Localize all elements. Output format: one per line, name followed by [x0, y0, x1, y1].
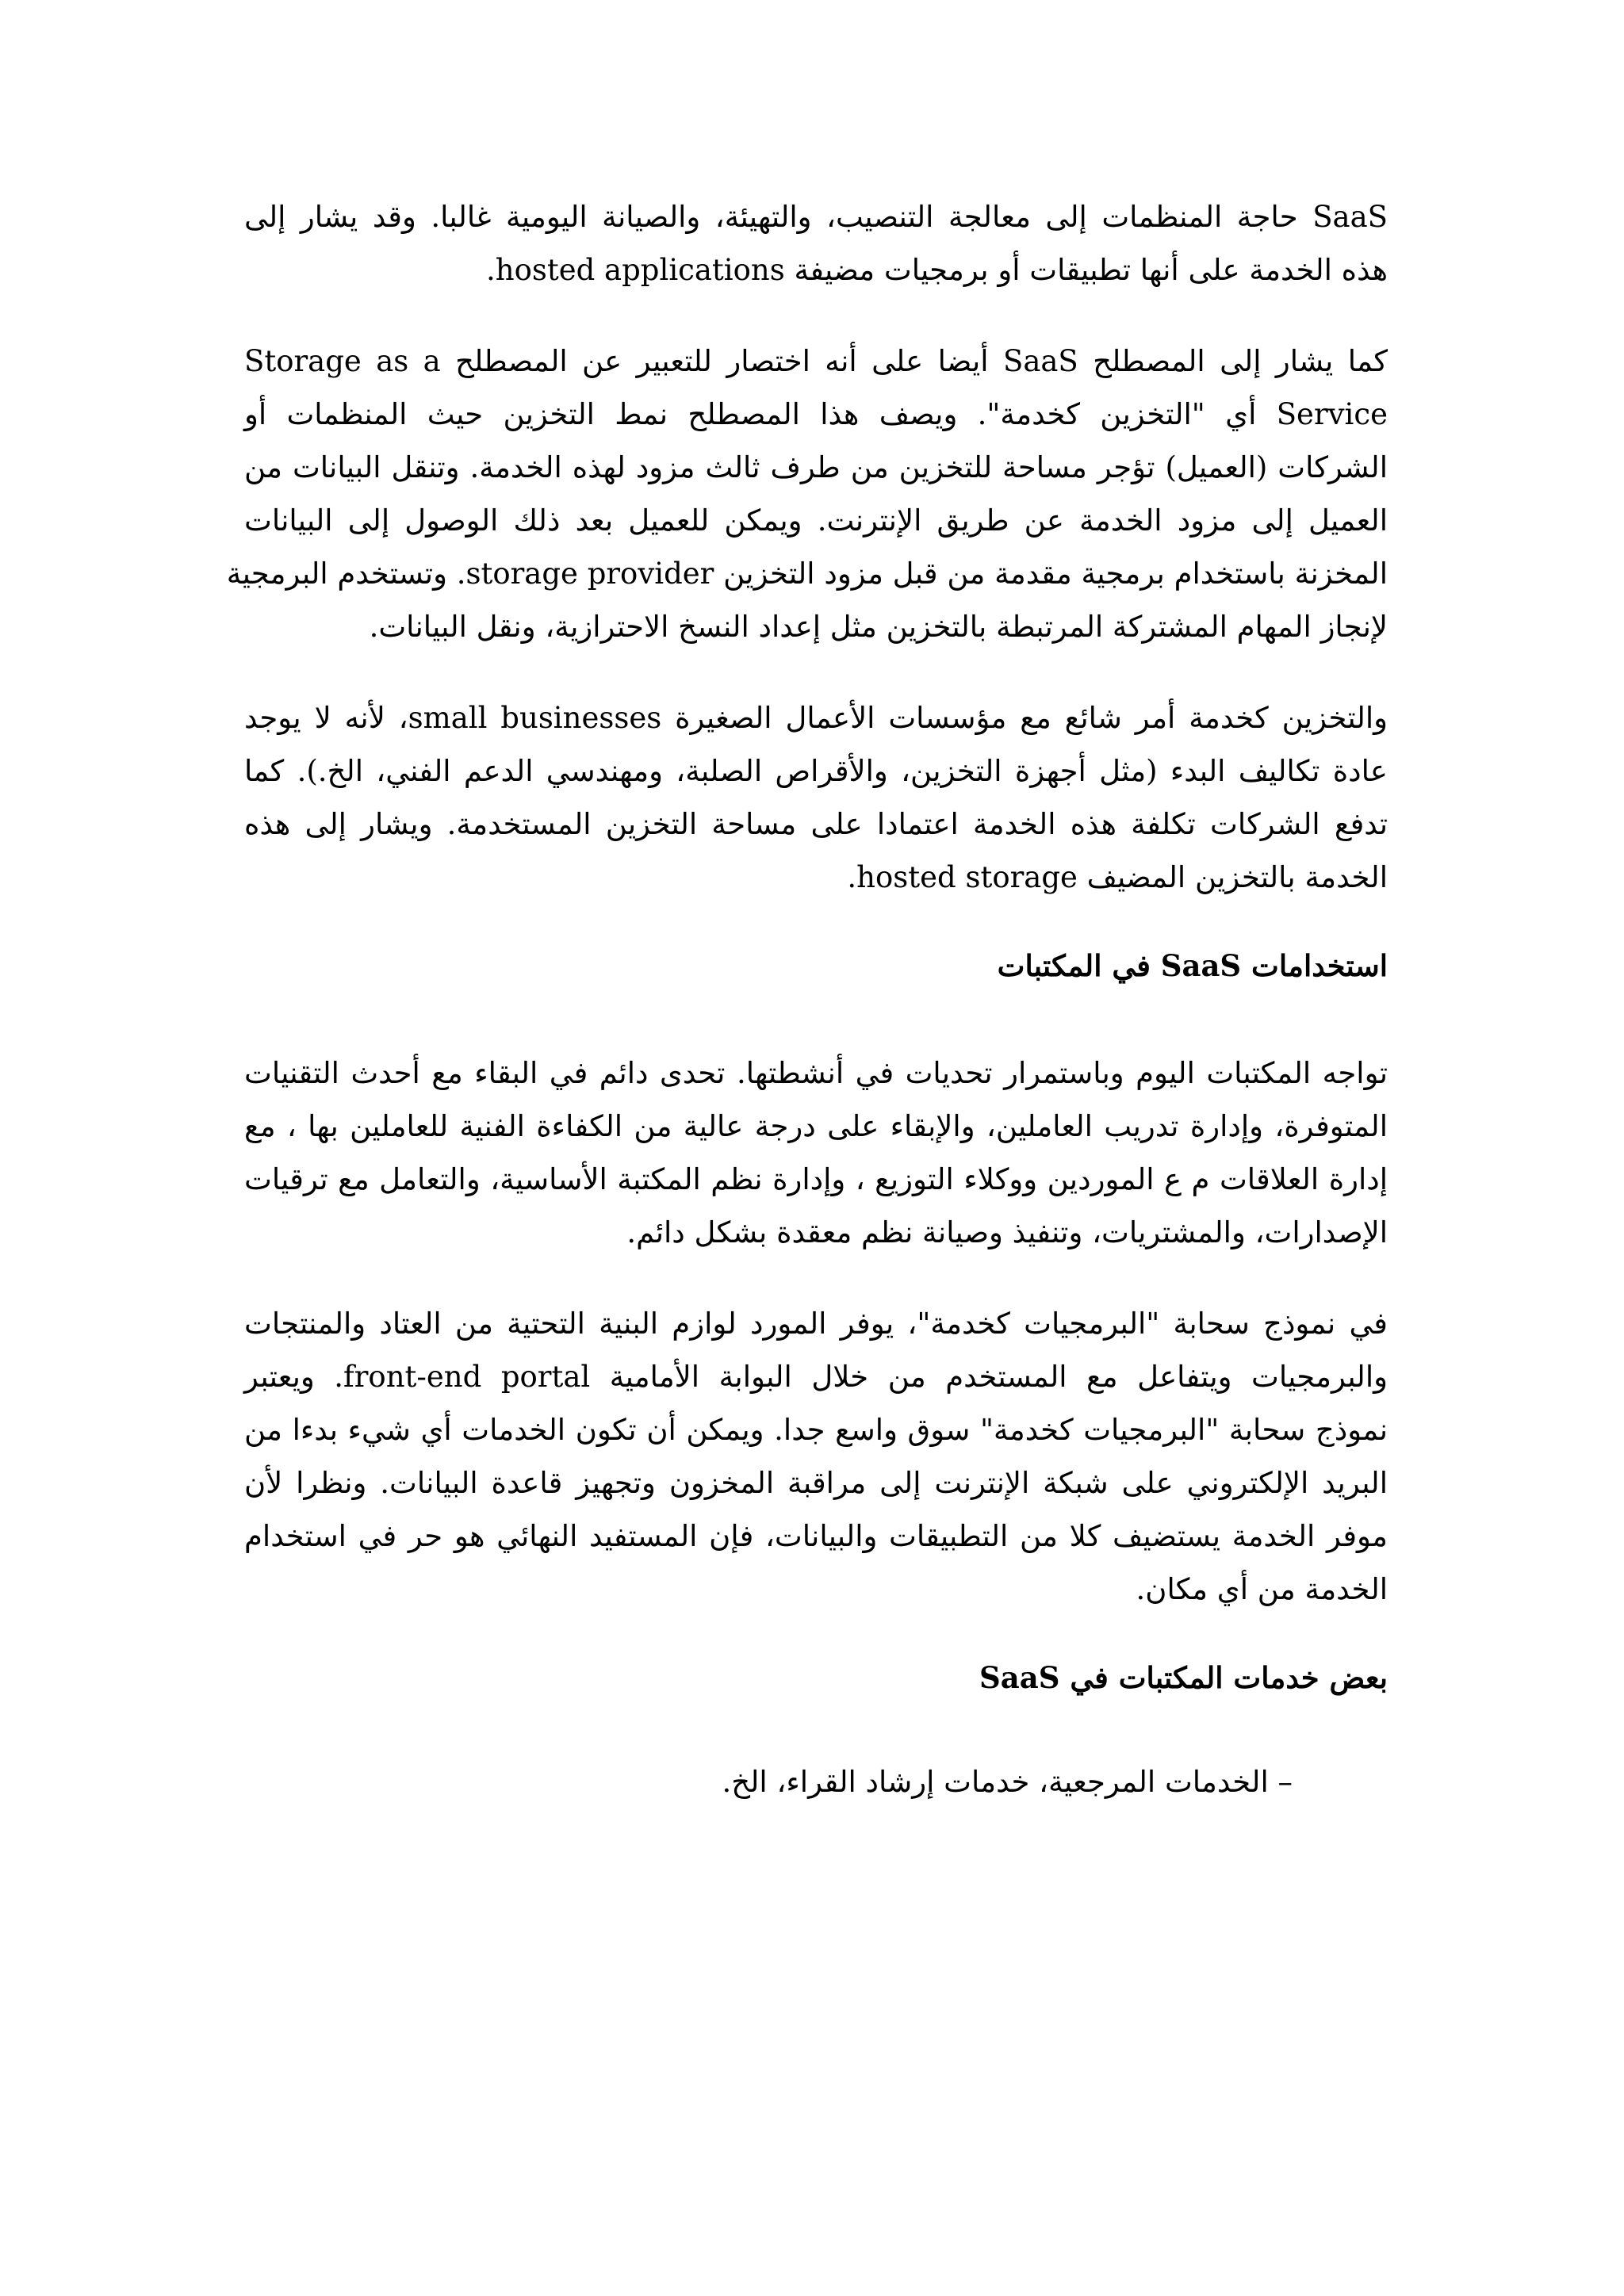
page-content	[226, 190, 1388, 1806]
paragraph-line: تواجه المكتبات اليوم وباستمرار تحديات في أنشطتها. تحدى دائم في البقاء مع أحدث التقنيات	[244, 1056, 1388, 1090]
paragraph-line: الخدمة من أي مكان.	[1136, 1572, 1388, 1606]
paragraph-line: الخدمة بالتخزين المضيف hosted storage.	[847, 860, 1388, 894]
paragraph-library-challenges	[244, 1047, 1388, 1259]
paragraph-line: العميل إلى مزود الخدمة عن طريق الإنترنت. ويمكن للعميل بعد ذلك الوصول إلى البيانات	[244, 503, 1388, 538]
paragraph-line: Service أي "التخزين كخدمة". ويصف هذا المصطلح نمط التخزين حيث المنظمات أو	[244, 397, 1388, 431]
paragraph-line: في نموذج سحابة "البرمجيات كخدمة"، يوفر المورد لوازم البنية التحتية من العتاد والمنتجات	[244, 1307, 1388, 1341]
paragraph-line: البريد الإلكتروني على شبكة الإنترنت إلى مراقبة المخزون وتجهيز قاعدة البيانات. ونظرا لأن	[244, 1466, 1388, 1500]
paragraph-line: المتوفرة، وإدارة تدريب العاملين، والإبقاء على درجة عالية من الكفاءة الفنية للعاملين بها ، مع	[244, 1109, 1388, 1143]
section-heading-library-services: بعض خدمات المكتبات في SaaS	[979, 1660, 1388, 1695]
section-heading-saas-uses: استخدامات SaaS في المكتبات	[997, 948, 1388, 983]
paragraph-line: الشركات (العميل) تؤجر مساحة للتخزين من طرف ثالث مزود لهذه الخدمة. وتنقل البيانات من	[244, 450, 1388, 484]
paragraph-line: إدارة العلاقات م ع الموردين ووكلاء التوزيع ، وإدارة نظم المكتبة الأساسية، والتعامل مع ترقيات	[244, 1162, 1388, 1196]
paragraph-line: لإنجاز المهام المشتركة المرتبطة بالتخزين مثل إعداد النسخ الاحترازية، ونقل البيانات.	[369, 610, 1388, 644]
list-item: – الخدمات المرجعية، خدمات إرشاد القراء، الخ.	[722, 1765, 1293, 1799]
paragraph-line: عادة تكاليف البدء (مثل أجهزة التخزين، والأقراص الصلبة، ومهندسي الدعم الفني، الخ.). كما	[244, 754, 1388, 788]
paragraph-line: SaaS حاجة المنظمات إلى معالجة التنصيب، والتهيئة، والصيانة اليومية غالبا. وقد يشار إلى	[244, 200, 1388, 234]
paragraph-line: والتخزين كخدمة أمر شائع مع مؤسسات الأعمال الصغيرة small businesses، لأنه لا يوجد	[244, 701, 1388, 735]
paragraph-hosted-storage	[244, 691, 1388, 904]
paragraph-line: تدفع الشركات تكلفة هذه الخدمة اعتمادا على مساحة التخزين المستخدمة. ويشار إلى هذه	[244, 807, 1388, 841]
paragraph-line: موفر الخدمة يستضيف كلا من التطبيقات والبيانات، فإن المستفيد النهائي هو حر في استخدام	[244, 1519, 1388, 1553]
paragraph-storage-as-a-service	[226, 335, 1388, 653]
paragraph-line: المخزنة باستخدام برمجية مقدمة من قبل مزود التخزين storage provider. وتستخدم البرمجية	[226, 557, 1388, 591]
paragraph-saas-definition	[244, 190, 1388, 297]
paragraph-line: نموذج سحابة "البرمجيات كخدمة" سوق واسع جدا. ويمكن أن تكون الخدمات أي شيء بدءا من	[244, 1413, 1388, 1447]
paragraph-saas-cloud-model	[244, 1297, 1388, 1616]
paragraph-line: كما يشار إلى المصطلح SaaS أيضا على أنه اختصار للتعبير عن المصطلح Storage as a	[244, 344, 1388, 378]
paragraph-line: والبرمجيات ويتفاعل مع المستخدم من خلال البوابة الأمامية front-end portal. ويعتبر	[244, 1360, 1388, 1394]
paragraph-line: هذه الخدمة على أنها تطبيقات أو برمجيات مضيفة hosted applications.	[485, 253, 1388, 287]
paragraph-line: الإصدارات، والمشتريات، وتنفيذ وصيانة نظم معقدة بشكل دائم.	[626, 1215, 1388, 1249]
